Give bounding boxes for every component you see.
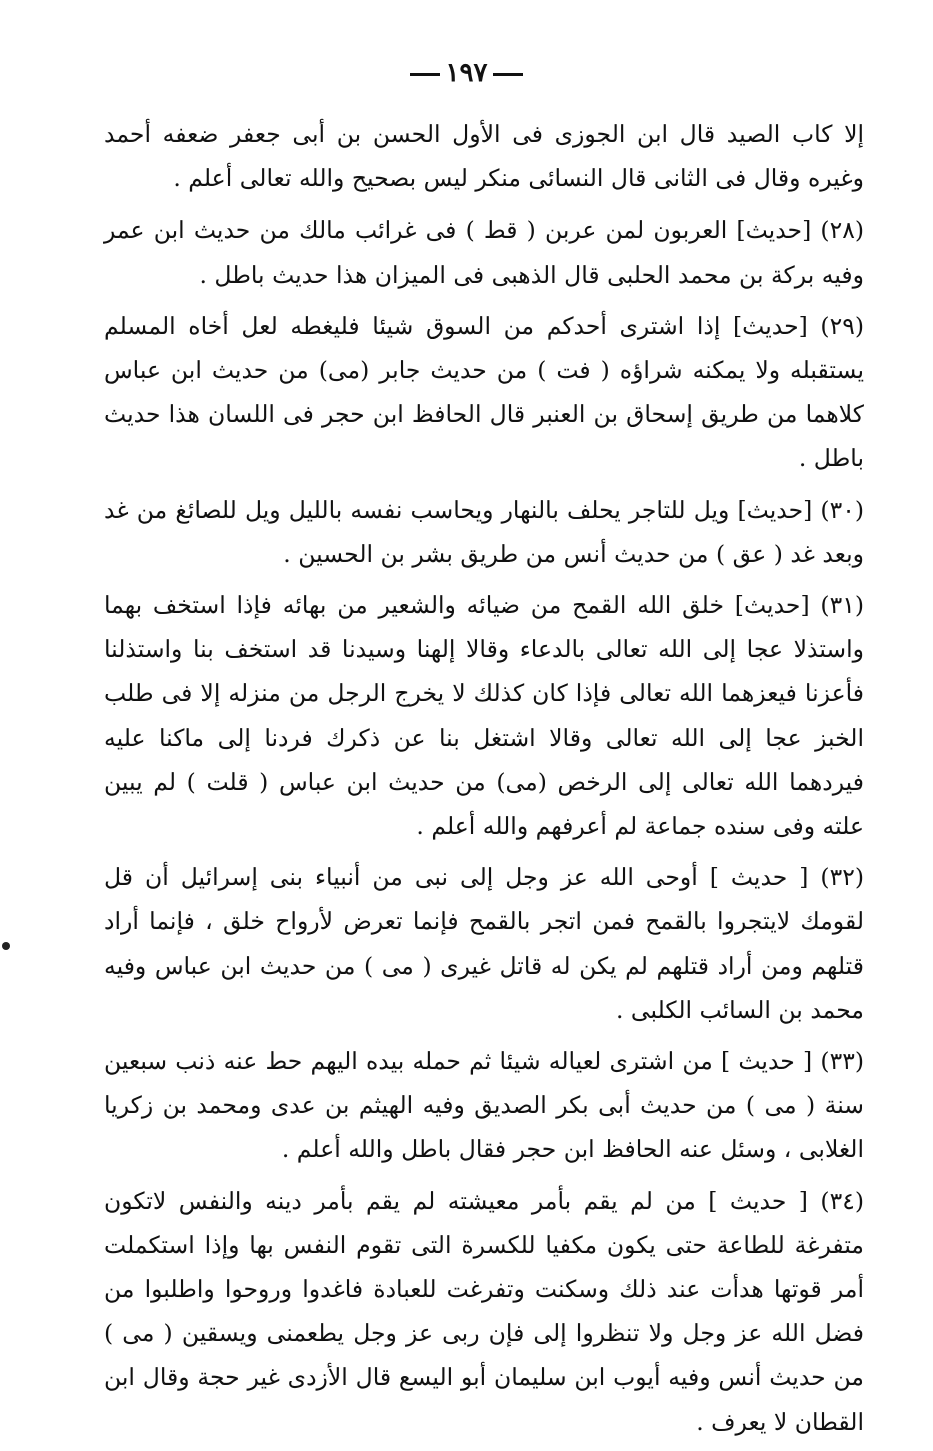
hadith-34: (٣٤) [ حديث ] من لم يقم بأمر معيشته لم يقم بأمر دينه والنفس لاتكون متفرغة للطاعة حتى يكون مكفيا للكسرة التى تقوم النفس بها وإذا استكملت أمر قوتها هدأت عند ذلك وسكنت وتفرغت للعبادة فاغدوا وروحوا واطلبوا من فضل الله عز وجل ولا تنظروا إلى فإن ربى عز وجل يطعمنى ويسقين ( مى ) من حديث أنس وفيه أيوب ابن سليمان أبو اليسع قال الأزدى غير حجة وقال ابن القطان لا يعرف . [104,1186,864,1436]
right-dash [410,73,440,76]
page-body [104,112,864,1451]
hadith-30: (٣٠) [حديث] ويل للتاجر يحلف بالنهار ويحاسب نفسه بالليل ويل للصائغ من غد وبعد غد ( عق ) من حديث أنس من طريق بشر بن الحسين . [104,495,864,568]
left-dash [493,73,523,76]
margin-ink-dot [2,942,10,950]
hadith-28: (٢٨) [حديث] العربون لمن عربن ( قط ) فى غرائب مالك من حديث ابن عمر وفيه بركة بن محمد الحلبى قال الذهبى فى الميزان هذا حديث باطل . [104,216,864,289]
paragraph-continuation: إلا كاب الصيد قال ابن الجوزى فى الأول الحسن بن أبى جعفر ضعفه أحمد وغيره وقال فى الثانى قال النسائى منكر ليس بصحيح والله تعالى أعلم . [104,120,864,193]
hadith-29: (٢٩) [حديث] إذا اشترى أحدكم من السوق شيئا فليغطه لعل أخاه المسلم يستقبله ولا يمكنه شراؤه ( فت ) من حديث جابر (مى) من حديث ابن عباس كلاهما من طريق إسحاق بن العنبر قال الحافظ ابن حجر فى اللسان هذا حديث باطل . [104,311,864,473]
page-number-header [0,58,933,88]
hadith-33: (٣٣) [ حديث ] من اشترى لعياله شيئا ثم حمله بيده اليهم حط عنه ذنب سبعين سنة ( مى ) من حديث أبى بكر الصديق وفيه الهيثم بن عدى ومحمد بن زكريا الغلابى ، وسئل عنه الحافظ ابن حجر فقال باطل والله أعلم . [104,1047,864,1164]
page-number: ١٩٧ [445,58,488,88]
hadith-31: (٣١) [حديث] خلق الله القمح من ضيائه والشعير من بهائه فإذا استخف بهما واستذلا عجا إلى الله تعالى بالدعاء وقالا إلهنا وسيدنا قد استخف بنا واستذلنا فأعزنا فيعزهما الله تعالى فإذا كان كذلك لا يخرج الرجل من منزله إلا فى طلب الخبز عجا إلى الله تعالى وقالا اشتغل بنا عن ذكرك فردنا إلى ماكنا عليه فيردهما الله تعالى إلى الرخص (مى) من حديث ابن عباس ( قلت ) لم يبين علته وفى سنده جماعة لم أعرفهم والله أعلم . [104,591,864,841]
hadith-32: (٣٢) [ حديث ] أوحى الله عز وجل إلى نبى من أنبياء بنى إسرائيل أن قل لقومك لايتجروا بالقمح فمن اتجر بالقمح فإنما تعرض لأرواح خلق ، فإنما أراد قتلهم ومن أراد قتلهم لم يكن له قاتل غيرى ( مى ) من حديث ابن عباس وفيه محمد بن السائب الكلبى . [104,863,864,1024]
